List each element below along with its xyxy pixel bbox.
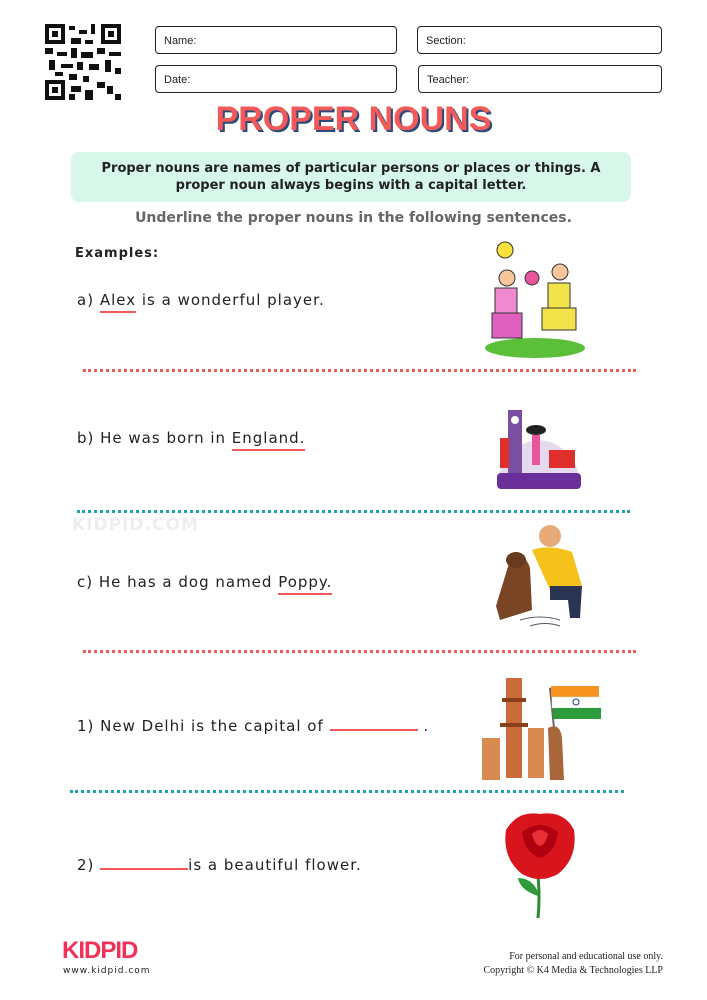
section-label: Section:: [426, 35, 466, 47]
copyright: Copyright © K4 Media & Technologies LLP: [483, 965, 663, 976]
definition-box: Proper nouns are names of particular persons or places or things. A proper noun always begins with a capital letter.: [71, 152, 631, 202]
qr-code: [45, 24, 121, 100]
name-label: Name:: [164, 35, 197, 47]
sentence-b: [77, 429, 305, 447]
website-link[interactable]: www.kidpid.com: [63, 966, 151, 976]
question-1: [77, 715, 429, 735]
instruction: Underline the proper nouns in the following sentences.: [135, 210, 572, 226]
watermark: KIDPID.COM: [72, 515, 199, 535]
section-field[interactable]: [417, 26, 662, 54]
sentence-c: [77, 573, 332, 591]
sentence-text: 1) New Delhi is the capital of: [77, 717, 330, 735]
london-snow-globe-illustration: [494, 380, 584, 496]
red-rose-illustration: [498, 808, 582, 920]
divider: [70, 790, 624, 793]
teacher-label: Teacher:: [427, 74, 470, 86]
page-title: PROPER NOUNS: [215, 100, 492, 138]
man-with-dog-illustration: [490, 520, 590, 632]
sentence-a: [77, 291, 325, 309]
underlined-proper-noun: Poppy.: [278, 573, 332, 595]
divider: [83, 650, 636, 653]
sentence-text: 2): [77, 856, 101, 874]
answer-blank[interactable]: [100, 854, 188, 870]
divider: [77, 510, 630, 513]
kidpid-logo: KIDPID: [62, 937, 138, 964]
sentence-text: b) He was born in: [77, 429, 232, 447]
examples-label: Examples:: [75, 246, 160, 261]
teacher-field[interactable]: [418, 65, 662, 93]
children-playing-illustration: [480, 238, 590, 362]
usage-note: For personal and educational use only.: [509, 951, 663, 962]
sentence-text: a): [77, 291, 100, 309]
sentence-text: c) He has a dog named: [77, 573, 279, 591]
sentence-text: is a wonderful player.: [136, 291, 325, 309]
sentence-text: .: [417, 717, 430, 735]
question-2: [77, 854, 362, 874]
name-field[interactable]: [155, 26, 397, 54]
answer-blank[interactable]: [330, 715, 418, 731]
date-field[interactable]: [155, 65, 397, 93]
divider: [83, 369, 636, 372]
sentence-text: is a beautiful flower.: [188, 856, 362, 874]
date-label: Date:: [164, 74, 191, 86]
underlined-proper-noun: Alex: [100, 291, 136, 313]
india-monument-flag-illustration: [476, 668, 602, 782]
underlined-proper-noun: England.: [232, 429, 306, 451]
